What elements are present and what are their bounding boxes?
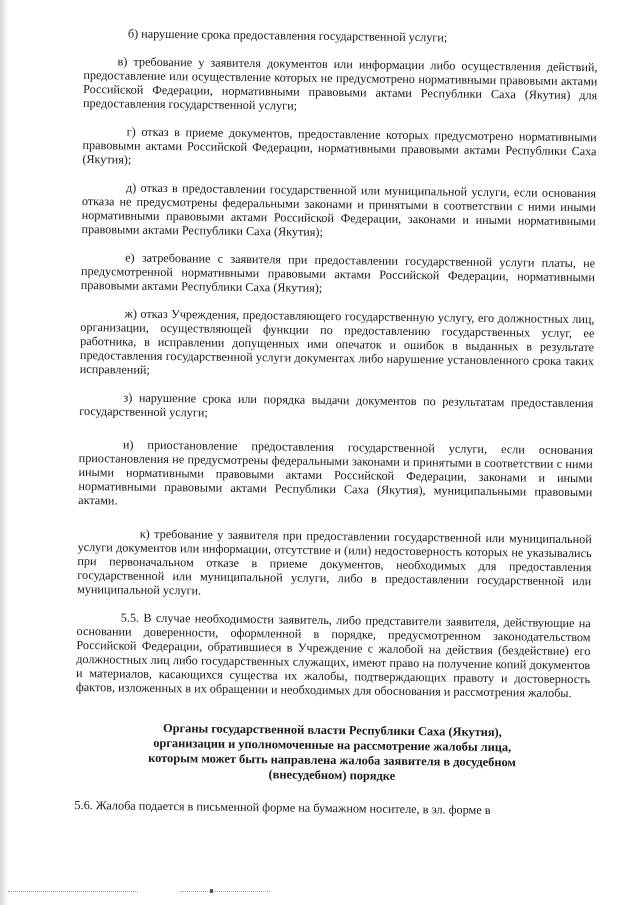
scan-bottom-marks (0, 891, 640, 895)
scan-edge-shadow (0, 0, 8, 905)
document-body (74, 26, 598, 818)
clause-5-5: 5.5. В случае необходимости заявитель, либо представители заявителя, действующие на основании доверенности, оформленной в порядке, предусмотренном законодательством Российской Федерации, обратившиеся в Учреждение с жалобой на действия (бездействие) его должностных лиц либо государственных служащих, имеют право на получение копий документов и материалов, касающихся существа их жалобы, подтверждающих правоту и достоверность фактов, изложенных в их обращении и необходимых для обоснования и рассмотрения жалобы. (75, 610, 591, 701)
list-item-d: д) отказ в предоставлении государственной или муниципальной услуги, если основания отказа не предусмотрены федеральными законами и принятыми в соответствии с ними иными нормативными правовыми актами Российской Федерации, законами и иными нормативными правовыми актами Республики Саха (Якутия); (81, 180, 597, 239)
heading-line-2: организации и уполномоченные на рассмотрение жалобы лица, (153, 735, 512, 755)
list-item-v: в) требование у заявителя документов или информации либо осуществления действий, предоставление или осуществление которых не предусмотрено нормативными правовыми актами Российской Федерации, нормативными правовыми актами Республики Саха (Якутия) для предоставления государственной услуги; (82, 54, 598, 113)
scan-dotted-line-mid (180, 891, 270, 893)
list-item-k: к) требование у заявителя при предоставлении государственной или муниципальной услуги документов или информации, отсутствие и (или) недостоверность которых не указывались при первоначальном отказе в приеме документов, необходимых для предоставления государственной или муниципальной услуги, либо в предоставлении государственной или муниципальной услуги. (77, 526, 592, 598)
list-item-e: е) затребование с заявителя при предоставлении государственной услуги платы, не предусмотренной нормативными правовыми актами Российской Федерации, нормативными правовыми актами Республики Саха (Якутия); (80, 250, 596, 295)
list-item-g: г) отказ в приеме документов, предоставление которых предусмотрено нормативными правовыми актами Российской Федерации, нормативными правовыми актами Республики Саха (Якутия); (82, 124, 597, 167)
heading-line-3: которым может быть направлена жалоба заявителя в досудебном (148, 750, 517, 770)
list-item-zh: ж) отказ Учреждения, предоставляющего государственную услугу, его должностных лиц, организации, осуществляющей функции по предоставлению государственных услуг, ее работника, в исправлении допущенных ими опечаток и ошибок в выданных в результате предоставления государственной услуги документах либо нарушение установленного срока таких исправлений; (79, 306, 595, 377)
scan-dotted-line-left (8, 891, 138, 893)
heading-line-1: Органы государственной власти Республики Саха (Якутия), (162, 721, 502, 740)
heading-line-4: (внесудебном) порядке (268, 767, 396, 783)
scan-speck (210, 889, 213, 893)
list-item-b: б) нарушение срока предоставления государственной услуги; (127, 26, 448, 45)
clause-5-6: 5.6. Жалоба подается в письменной форме на бумажном носителе, в эл. форме в (74, 797, 491, 818)
section-heading (75, 720, 590, 786)
list-item-i: и) приостановление предоставления государственной услуги, если основания приостановления не предусмотрены федеральными законами и принятыми в соответствии с ними иными нормативными правовыми актами Российской Федерации, законами и иными нормативными правовыми актами Республики Саха (Якутия), муниципальными правовыми актами. (78, 437, 593, 508)
list-item-z: з) нарушение срока или порядка выдачи документов по результатам предоставления государственной услуги; (79, 390, 594, 420)
